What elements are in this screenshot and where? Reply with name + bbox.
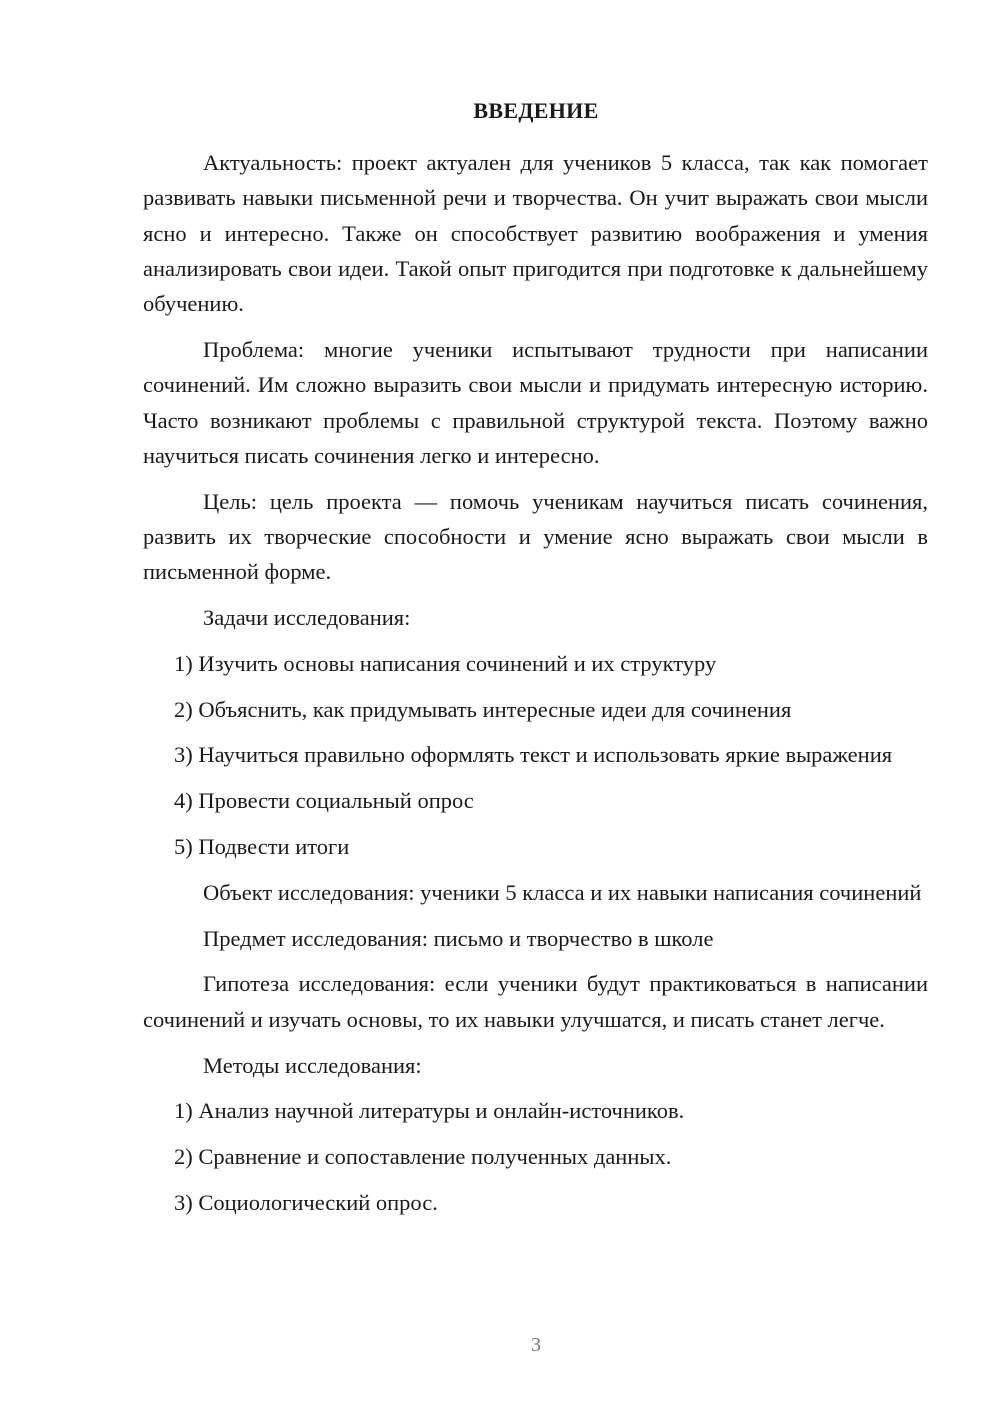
paragraph-subject: Предмет исследования: письмо и творчество в школе bbox=[203, 925, 714, 951]
page-number: 3 bbox=[531, 1334, 541, 1356]
list-item: 2) Объяснить, как придумывать интересные идеи для сочинения bbox=[174, 696, 792, 722]
tasks-list bbox=[143, 646, 928, 864]
paragraph-problem: Проблема: многие ученики испытывают трудности при написании сочинений. Им сложно выразить свои мысли и придумать интересную историю. Часто возникают проблемы с правильной структурой текста. Поэтому важно научиться писать сочинения легко и интересно. bbox=[143, 336, 928, 468]
methods-heading: Методы исследования: bbox=[203, 1052, 422, 1078]
list-item: 4) Провести социальный опрос bbox=[174, 788, 474, 814]
list-item: 3) Научиться правильно оформлять текст и использовать яркие выражения bbox=[174, 742, 893, 768]
list-item: 1) Анализ научной литературы и онлайн-источников. bbox=[174, 1098, 685, 1124]
tasks-heading: Задачи исследования: bbox=[203, 605, 411, 631]
document-body bbox=[143, 145, 928, 1231]
list-item: 3) Социологический опрос. bbox=[174, 1189, 438, 1215]
page-title: ВВЕДЕНИЕ bbox=[473, 98, 599, 123]
paragraph-object: Объект исследования: ученики 5 класса и их навыки написания сочинений bbox=[203, 879, 922, 905]
paragraph-hypothesis: Гипотеза исследования: если ученики будут практиковаться в написании сочинений и изучать основы, то их навыки улучшатся, и писать станет легче. bbox=[143, 971, 928, 1032]
list-item: 5) Подвести итоги bbox=[174, 834, 350, 860]
paragraph-relevance: Актуальность: проект актуален для учеников 5 класса, так как помогает развивать навыки письменной речи и творчества. Он учит выражать свои мысли ясно и интересно. Также он способствует развитию воображения и умения анализировать свои идеи. Такой опыт пригодится при подготовке к дальнейшему обучению. bbox=[143, 150, 928, 317]
list-item: 2) Сравнение и сопоставление полученных данных. bbox=[174, 1144, 672, 1170]
list-item: 1) Изучить основы написания сочинений и их структуру bbox=[174, 650, 717, 676]
methods-list bbox=[143, 1093, 928, 1220]
paragraph-goal: Цель: цель проекта — помочь ученикам научиться писать сочинения, развить их творческие способности и умение ясно выражать свои мысли в письменной форме. bbox=[143, 488, 928, 585]
